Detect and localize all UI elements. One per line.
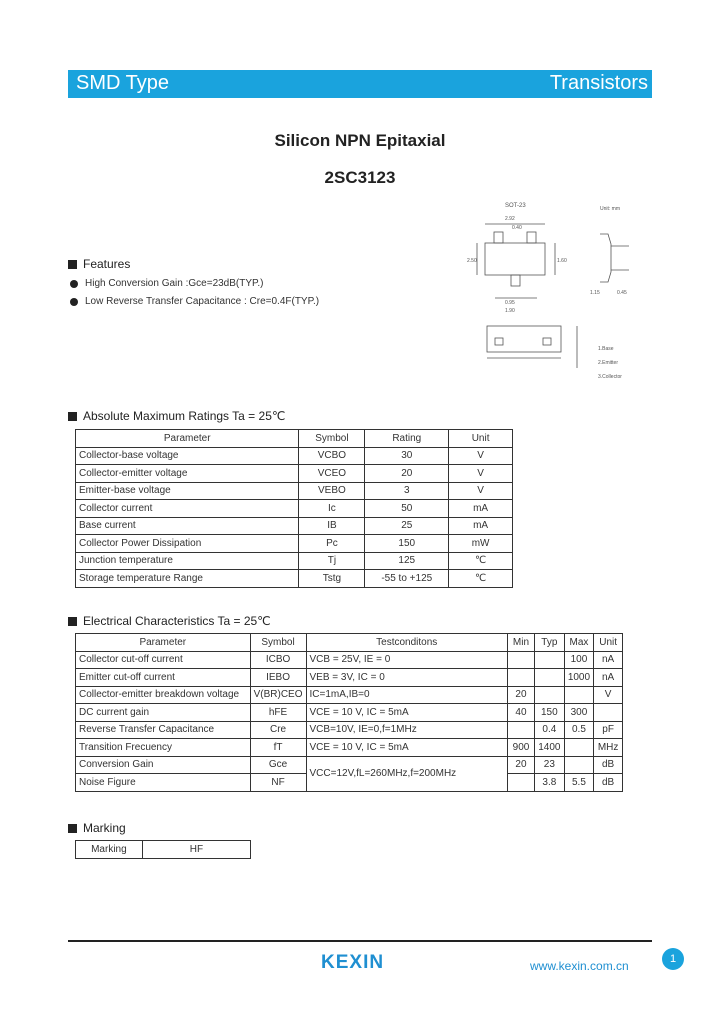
doc-title: Silicon NPN Epitaxial bbox=[274, 131, 446, 150]
table-cell: 40 bbox=[507, 704, 534, 722]
features-heading bbox=[68, 257, 130, 271]
text-label: Features bbox=[83, 257, 131, 271]
table-cell: HF bbox=[142, 841, 250, 859]
table-cell bbox=[564, 686, 594, 704]
table-cell: -55 to +125 bbox=[365, 570, 449, 588]
table-cell: VEBO bbox=[299, 482, 365, 500]
table-cell: Testconditons bbox=[306, 634, 507, 652]
table-cell: 300 bbox=[564, 704, 594, 722]
table-cell: VCB=10V, IE=0,f=1MHz bbox=[306, 721, 507, 739]
table-cell: V bbox=[449, 447, 513, 465]
table-cell: IC=1mA,IB=0 bbox=[306, 686, 507, 704]
table-row bbox=[76, 465, 513, 483]
table-cell: 100 bbox=[564, 651, 594, 669]
text-label: High Conversion Gain :Gce=23dB(TYP.) bbox=[85, 278, 264, 289]
table-cell: Marking bbox=[76, 841, 143, 859]
table-row bbox=[76, 535, 513, 553]
table-cell: Collector cut-off current bbox=[76, 651, 251, 669]
table-cell: 50 bbox=[365, 500, 449, 518]
table-cell: VEB = 3V, IC = 0 bbox=[306, 669, 507, 687]
table-cell: MHz bbox=[594, 739, 623, 757]
dim-label: 0.95 bbox=[505, 300, 515, 306]
table-cell: Transition Frecuency bbox=[76, 739, 251, 757]
footer-url[interactable]: www.kexin.com.cn bbox=[530, 959, 629, 973]
table-cell bbox=[535, 651, 565, 669]
table-cell bbox=[507, 651, 534, 669]
table-cell: Collector-emitter voltage bbox=[76, 465, 299, 483]
merged-condition-cell: VCC=12V,fL=260MHz,f=200MHz bbox=[306, 756, 507, 791]
table-cell: hFE bbox=[250, 704, 306, 722]
table-cell: Gce bbox=[250, 756, 306, 774]
bullet-icon bbox=[70, 298, 78, 306]
header-banner bbox=[68, 70, 652, 98]
table-cell: VCEO bbox=[299, 465, 365, 483]
table-cell: 5.5 bbox=[564, 774, 594, 792]
table-cell: 20 bbox=[507, 756, 534, 774]
header-left-title: SMD Type bbox=[76, 72, 169, 94]
table-cell: ℃ bbox=[449, 552, 513, 570]
marking-table bbox=[75, 840, 251, 859]
table-cell: Ic bbox=[299, 500, 365, 518]
table-cell: 30 bbox=[365, 447, 449, 465]
table-cell bbox=[507, 774, 534, 792]
kexin-logo: KEXIN bbox=[321, 952, 385, 973]
table-cell: V bbox=[449, 482, 513, 500]
table-cell: Parameter bbox=[76, 430, 299, 448]
table-cell: Emitter-base voltage bbox=[76, 482, 299, 500]
table-cell: Parameter bbox=[76, 634, 251, 652]
table-cell: 900 bbox=[507, 739, 534, 757]
table-row bbox=[76, 704, 623, 722]
square-bullet-icon bbox=[68, 412, 77, 421]
square-bullet-icon bbox=[68, 617, 77, 626]
dim-label: 1.90 bbox=[505, 308, 515, 314]
text-label: Absolute Maximum Ratings Ta = 25℃ bbox=[83, 409, 286, 423]
table-cell: Unit bbox=[594, 634, 623, 652]
table-cell bbox=[507, 721, 534, 739]
table-cell: nA bbox=[594, 669, 623, 687]
text-label: Low Reverse Transfer Capacitance : Cre=0.4F(TYP.) bbox=[85, 296, 320, 307]
table-cell: Collector Power Dissipation bbox=[76, 535, 299, 553]
table-row bbox=[76, 552, 513, 570]
table-cell: V bbox=[449, 465, 513, 483]
table-cell: Rating bbox=[365, 430, 449, 448]
table-cell: VCBO bbox=[299, 447, 365, 465]
table-cell bbox=[535, 669, 565, 687]
table-cell: 125 bbox=[365, 552, 449, 570]
table-cell: Reverse Transfer Capacitance bbox=[76, 721, 251, 739]
table-header-row bbox=[76, 634, 623, 652]
pin-label: 1.Base bbox=[598, 346, 614, 352]
marking-heading bbox=[68, 821, 126, 835]
table-cell: ℃ bbox=[449, 570, 513, 588]
package-unit-label: Unit: mm bbox=[600, 206, 620, 212]
table-header-row bbox=[76, 430, 513, 448]
table-row bbox=[76, 686, 623, 704]
table-cell: IB bbox=[299, 517, 365, 535]
table-cell: Conversion Gain bbox=[76, 756, 251, 774]
table-cell: 1400 bbox=[535, 739, 565, 757]
table-row bbox=[76, 570, 513, 588]
square-bullet-icon bbox=[68, 824, 77, 833]
table-cell: Min bbox=[507, 634, 534, 652]
table-cell: ICBO bbox=[250, 651, 306, 669]
dim-label: 1.60 bbox=[557, 258, 567, 264]
table-cell: VCE = 10 V, IC = 5mA bbox=[306, 739, 507, 757]
table-row bbox=[76, 651, 623, 669]
table-cell: pF bbox=[594, 721, 623, 739]
table-cell: V(BR)CEO bbox=[250, 686, 306, 704]
table-cell: Symbol bbox=[250, 634, 306, 652]
table-cell bbox=[594, 704, 623, 722]
table-cell: mW bbox=[449, 535, 513, 553]
dim-label: 1.15 bbox=[590, 290, 600, 296]
table-cell: Base current bbox=[76, 517, 299, 535]
package-name-label: SOT-23 bbox=[505, 203, 526, 209]
elec-table bbox=[75, 633, 623, 792]
dim-label: 0.45 bbox=[617, 290, 627, 296]
text-label: Electrical Characteristics Ta = 25℃ bbox=[83, 614, 271, 628]
table-cell: Emitter cut-off current bbox=[76, 669, 251, 687]
header-right-title: Transistors bbox=[549, 72, 648, 94]
feature-item bbox=[70, 278, 264, 289]
page-number: 1 bbox=[662, 948, 684, 970]
pin-label: 2.Emitter bbox=[598, 360, 619, 366]
table-cell: V bbox=[594, 686, 623, 704]
square-bullet-icon bbox=[68, 260, 77, 269]
table-row bbox=[76, 669, 623, 687]
table-cell: DC current gain bbox=[76, 704, 251, 722]
table-cell: mA bbox=[449, 517, 513, 535]
table-cell: 3.8 bbox=[535, 774, 565, 792]
table-cell: IEBO bbox=[250, 669, 306, 687]
table-cell: Storage temperature Range bbox=[76, 570, 299, 588]
table-cell: Junction temperature bbox=[76, 552, 299, 570]
table-cell: Noise Figure bbox=[76, 774, 251, 792]
table-cell bbox=[535, 686, 565, 704]
abs-max-heading bbox=[68, 409, 285, 423]
table-cell: 0.4 bbox=[535, 721, 565, 739]
dim-label: 2.92 bbox=[505, 216, 515, 222]
table-cell: Collector-emitter breakdown voltage bbox=[76, 686, 251, 704]
abs-max-table bbox=[75, 429, 513, 588]
package-outline-drawing bbox=[465, 198, 640, 383]
table-cell: Collector current bbox=[76, 500, 299, 518]
table-cell: 23 bbox=[535, 756, 565, 774]
table-row bbox=[76, 721, 623, 739]
table-cell: Typ bbox=[535, 634, 565, 652]
footer-divider bbox=[68, 940, 652, 942]
table-cell: NF bbox=[250, 774, 306, 792]
table-cell: 3 bbox=[365, 482, 449, 500]
table-cell: Tstg bbox=[299, 570, 365, 588]
table-row bbox=[76, 739, 623, 757]
table-cell: Collector-base voltage bbox=[76, 447, 299, 465]
table-cell: nA bbox=[594, 651, 623, 669]
table-cell: dB bbox=[594, 774, 623, 792]
table-cell: Tj bbox=[299, 552, 365, 570]
table-cell: 0.5 bbox=[564, 721, 594, 739]
table-cell: dB bbox=[594, 756, 623, 774]
table-cell: mA bbox=[449, 500, 513, 518]
table-cell: 150 bbox=[365, 535, 449, 553]
table-cell: Pc bbox=[299, 535, 365, 553]
part-number: 2SC3123 bbox=[324, 168, 396, 187]
table-cell bbox=[564, 756, 594, 774]
table-row bbox=[76, 482, 513, 500]
table-cell: Symbol bbox=[299, 430, 365, 448]
dim-label: 2.50 bbox=[467, 258, 477, 264]
dim-label: 0.40 bbox=[512, 225, 522, 231]
table-cell: 20 bbox=[507, 686, 534, 704]
table-row bbox=[76, 500, 513, 518]
table-row bbox=[76, 756, 623, 774]
table-cell: fT bbox=[250, 739, 306, 757]
feature-item bbox=[70, 296, 319, 307]
table-cell: Cre bbox=[250, 721, 306, 739]
table-cell: VCE = 10 V, IC = 5mA bbox=[306, 704, 507, 722]
table-cell bbox=[564, 739, 594, 757]
table-row bbox=[76, 517, 513, 535]
text-label: Marking bbox=[83, 821, 126, 835]
table-cell: Max bbox=[564, 634, 594, 652]
table-cell bbox=[507, 669, 534, 687]
table-cell: 25 bbox=[365, 517, 449, 535]
bullet-icon bbox=[70, 280, 78, 288]
table-cell: 20 bbox=[365, 465, 449, 483]
table-cell: 1000 bbox=[564, 669, 594, 687]
table-row bbox=[76, 841, 251, 859]
table-row bbox=[76, 447, 513, 465]
elec-heading bbox=[68, 614, 271, 628]
pin-label: 3.Collector bbox=[598, 374, 622, 380]
table-cell: 150 bbox=[535, 704, 565, 722]
table-cell: Unit bbox=[449, 430, 513, 448]
table-cell: VCB = 25V, IE = 0 bbox=[306, 651, 507, 669]
